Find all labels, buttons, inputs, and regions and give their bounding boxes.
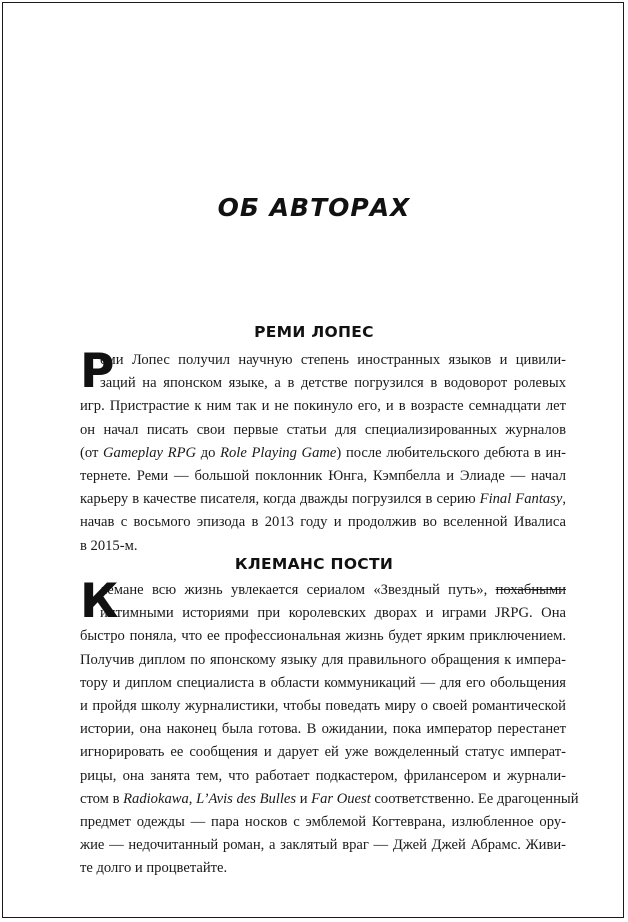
bio-line: лемане всю жизнь увлекается сериалом «Звездный путь», похабными <box>100 582 566 598</box>
bio-line: тернете. Реми — большой поклонник Юнга, Кэмпбелла и Элиаде — начал <box>80 467 566 484</box>
bio-line: истории, она наконец была готова. В ожидании, пока император перестанет <box>80 721 566 738</box>
author-heading-clemence-posti: КЛЕМАНС ПОСТИ <box>234 555 394 573</box>
author-bio-remi-lopes <box>80 344 566 558</box>
bio-line: быстро поняла, что ее профессиональная жизнь будет ярким приключением. <box>80 628 566 645</box>
bio-line: рицы, она занята тем, что работает подкастером, фрилансером и журнали- <box>80 767 566 784</box>
bio-line: жие — недочитанный роман, а заклятый враг — Джей Джей Абрамс. Живи- <box>80 837 566 854</box>
bio-line: начав с восьмого эпизода в 2013 году и продолжив во вселенной Ивалиса <box>80 514 566 531</box>
author-heading-remi-lopes: РЕМИ ЛОПЕС <box>254 323 374 341</box>
bio-line: тору и диплом специалиста в области коммуникаций — для его обольщения <box>80 674 566 691</box>
bio-line: игр. Пристрастие к ним так и не покинуло его, и в возрасте семнадцати лет <box>80 398 566 415</box>
drop-cap: Р <box>80 344 115 399</box>
bio-line: стом в Radiokawa, L’Avis des Bulles и Far Ouest соответственно. Ее драгоценный <box>80 790 579 807</box>
bio-line: еми Лопес получил научную степень иностранных языков и цивили- <box>100 352 566 368</box>
bio-line: в 2015-м. <box>80 537 138 554</box>
author-bio-clemence-posti <box>80 574 579 880</box>
bio-line: он начал писать свои первые статьи для специализированных журналов <box>80 421 566 438</box>
bio-line: интимными историями при королевских дворах и играми JRPG. Она <box>100 605 566 622</box>
bio-line: (от Gameplay RPG до Role Playing Game) после любительского дебюта в ин- <box>80 444 566 461</box>
bio-line: те долго и процветайте. <box>80 860 228 877</box>
bio-line: игнорировать ее сообщения и дарует ей уже вожделенный статус императ- <box>80 744 566 761</box>
bio-line: заций на японском языке, а в детстве погрузился в водоворот ролевых <box>100 375 566 392</box>
page-title: ОБ АВТОРАХ <box>217 193 411 222</box>
bio-line: Получив диплом по японскому языку для правильного обращения к импера- <box>80 651 566 668</box>
bio-line: и пройдя школу журналистики, чтобы поведать миру о своей романтической <box>80 697 566 714</box>
drop-cap: К <box>80 574 119 629</box>
bio-line: предмет одежды — пара носков с эмблемой Когтеврана, излюбленное ору- <box>80 813 566 830</box>
bio-line: карьеру в качестве писателя, когда дважды погрузился в серию Final Fantasy, <box>80 491 566 508</box>
